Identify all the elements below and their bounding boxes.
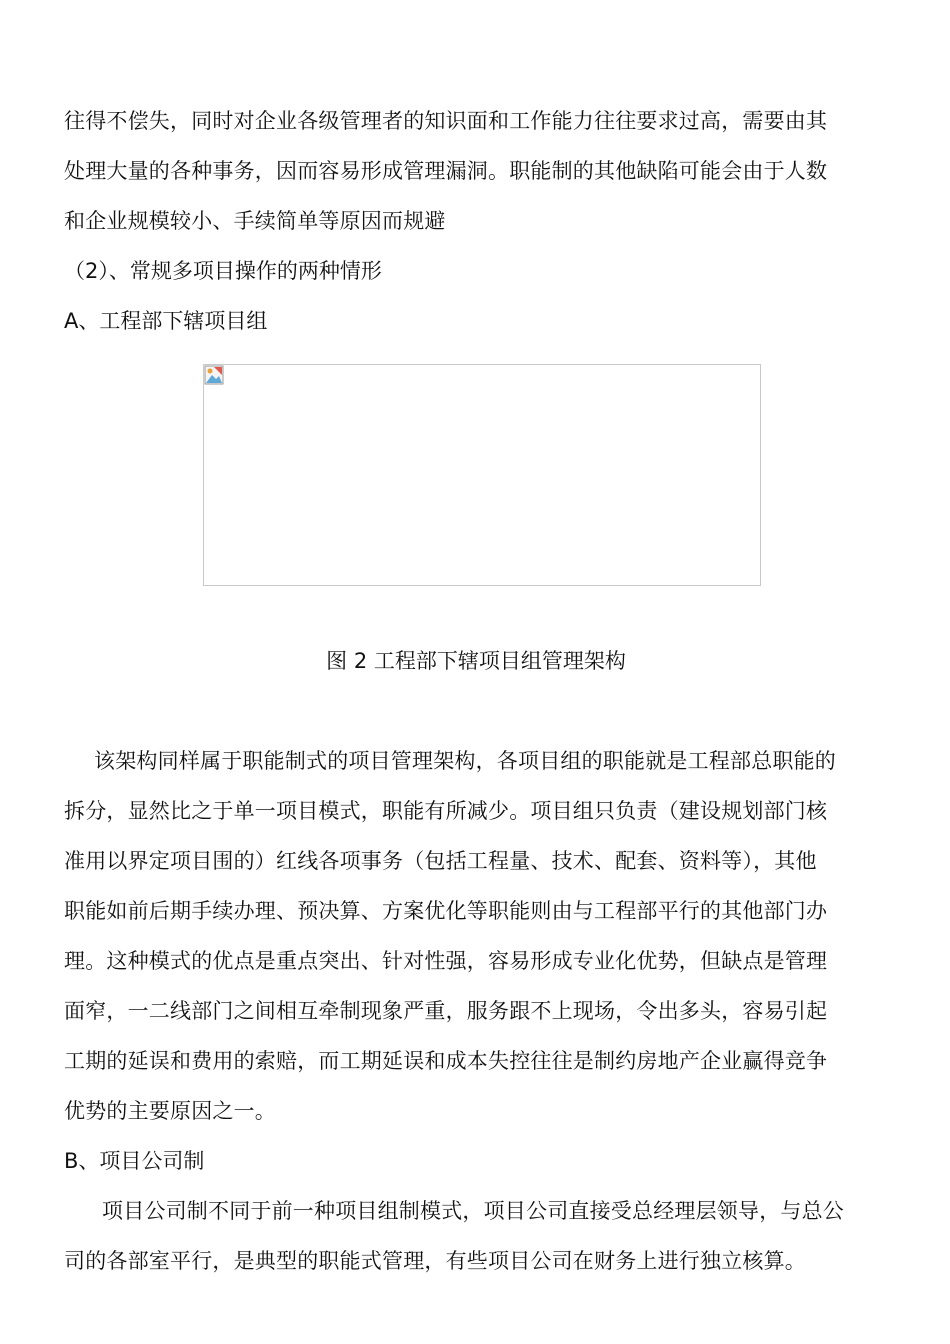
paragraph-a [64, 736, 888, 1136]
figure-image-placeholder [203, 364, 761, 586]
paragraph-line: 优势的主要原因之一。 [64, 1099, 276, 1123]
paragraph-line: 和企业规模较小、手续简单等原因而规避 [64, 209, 446, 233]
paragraph-line: 司的各部室平行，是典型的职能式管理，有些项目公司在财务上进行独立核算。 [64, 1249, 806, 1273]
paragraph-line: 准用以界定项目围的）红线各项事务（包括工程量、技术、配套、资料等），其他 [64, 849, 817, 873]
document-page [64, 96, 888, 1286]
paragraph-line: 往得不偿失，同时对企业各级管理者的知识面和工作能力往往要求过高，需要由其 [64, 109, 828, 133]
section-a-heading: A、工程部下辖项目组 [64, 309, 268, 333]
paragraph-line: 项目公司制不同于前一种项目组制模式，项目公司直接受总经理层领导，与总公 [102, 1199, 844, 1223]
paragraph-line: 该架构同样属于职能制式的项目管理架构，各项目组的职能就是工程部总职能的 [94, 749, 836, 773]
paragraph-line: 拆分，显然比之于单一项目模式，职能有所减少。项目组只负责（建设规划部门核 [64, 799, 828, 823]
paragraph-line: 理。这种模式的优点是重点突出、针对性强，容易形成专业化优势，但缺点是管理 [64, 949, 828, 973]
paragraph-line: 职能如前后期手续办理、预决算、方案优化等职能则由与工程部平行的其他部门办 [64, 899, 828, 923]
section-2-heading: （2）、常规多项目操作的两种情形 [64, 259, 382, 283]
paragraph-intro [64, 96, 888, 246]
paragraph-line: 面窄，一二线部门之间相互牵制现象严重，服务跟不上现场，令出多头，容易引起 [64, 999, 828, 1023]
broken-image-icon [204, 365, 224, 385]
paragraph-b [64, 1186, 888, 1286]
figure-caption: 图 2 工程部下辖项目组管理架构 [326, 649, 626, 673]
paragraph-line: 处理大量的各种事务，因而容易形成管理漏洞。职能制的其他缺陷可能会由于人数 [64, 159, 828, 183]
section-b-heading: B、项目公司制 [64, 1149, 205, 1173]
paragraph-line: 工期的延误和费用的索赔，而工期延误和成本失控往往是制约房地产企业赢得竞争 [64, 1049, 828, 1073]
